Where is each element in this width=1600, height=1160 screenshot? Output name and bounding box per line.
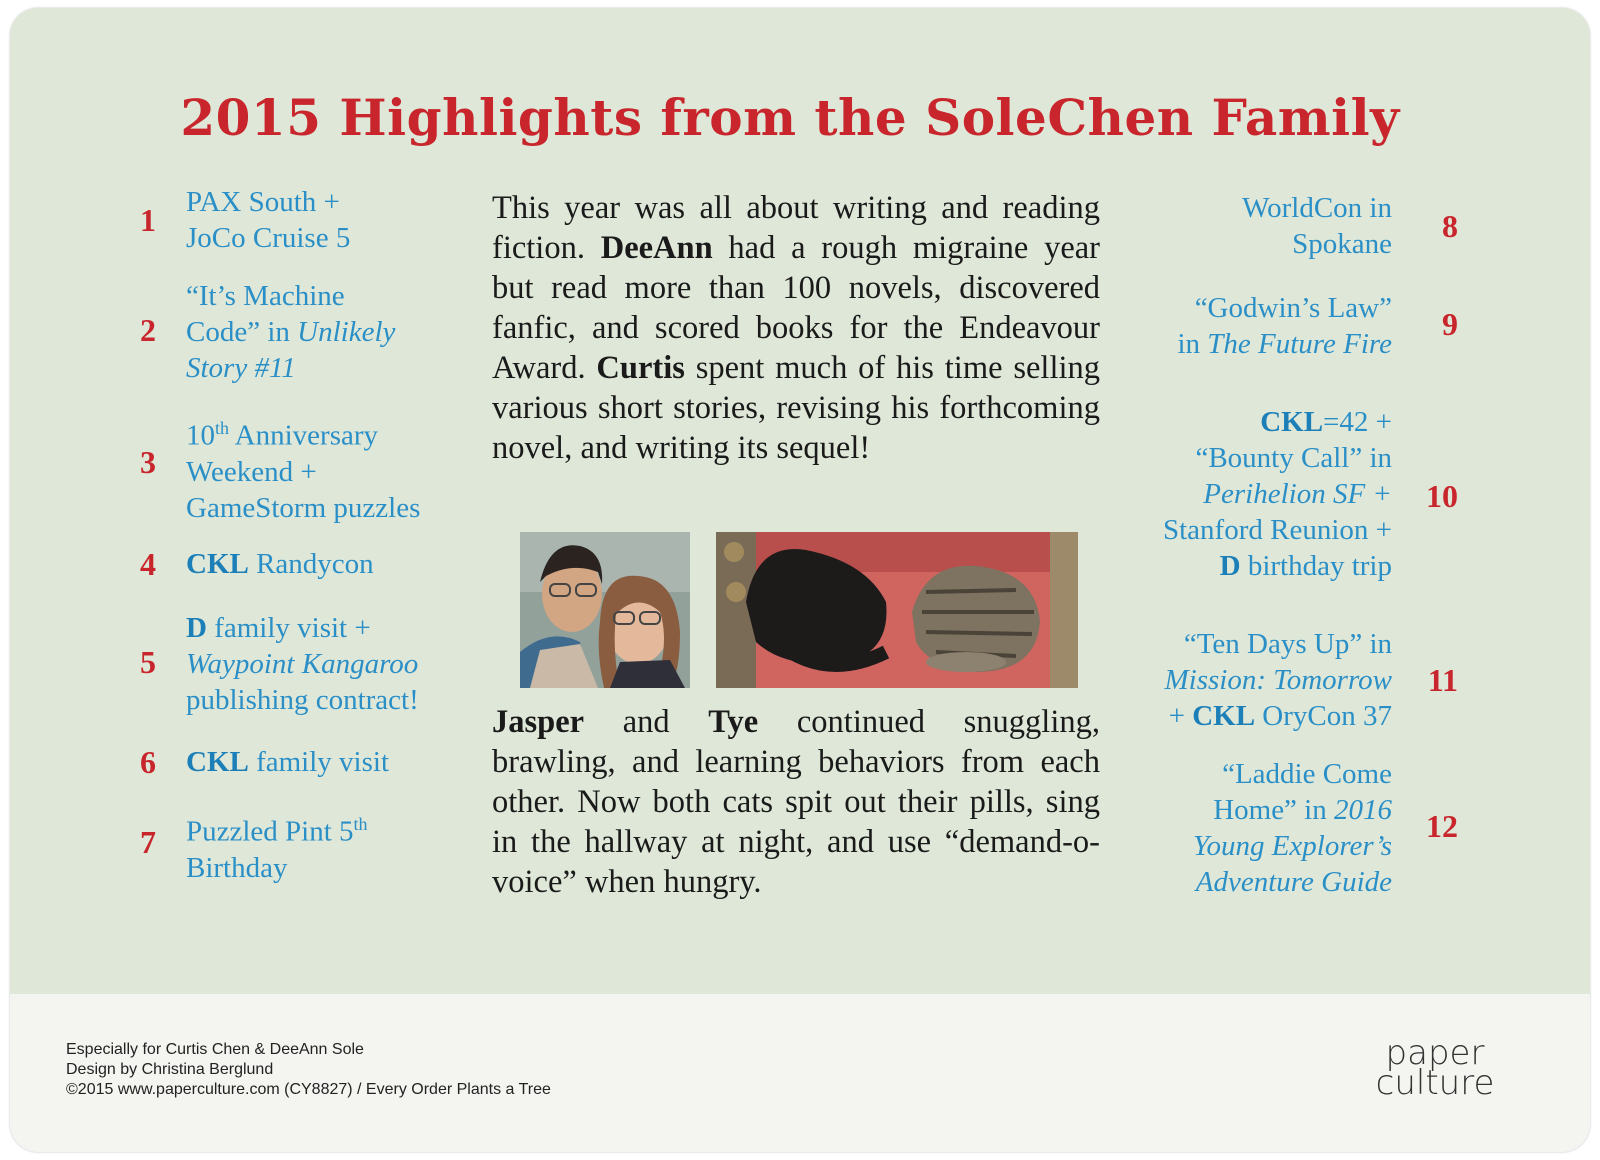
highlight-1 xyxy=(186,184,350,256)
highlight-number-2: 2 xyxy=(140,312,156,348)
highlight-2 xyxy=(186,278,395,386)
highlight-10-text: =42 + xyxy=(1323,406,1392,438)
highlight-8-line-1: WorldCon in xyxy=(1242,192,1392,224)
cats-photo-image xyxy=(716,532,1078,688)
highlight-number-8: 8 xyxy=(1442,208,1458,244)
highlight-7-sup: th xyxy=(353,814,368,834)
highlight-number-1: 1 xyxy=(140,202,156,238)
cats-photo xyxy=(716,532,1078,688)
paper-culture-logo xyxy=(1360,1033,1510,1103)
highlight-10-line-2: “Bounty Call” in xyxy=(1195,442,1392,474)
highlight-9 xyxy=(1080,290,1392,362)
highlight-7 xyxy=(186,806,368,886)
highlight-number-3: 3 xyxy=(140,444,156,480)
highlight-8-line-2: Spokane xyxy=(1292,228,1392,260)
couple-photo xyxy=(520,532,690,688)
highlight-12-line-3: Young Explorer’s xyxy=(1192,830,1392,862)
highlight-3-word: Anniversary xyxy=(229,419,379,452)
highlight-10-line-1 xyxy=(1080,404,1392,440)
highlight-10-line-4: Stanford Reunion + xyxy=(1163,514,1392,546)
highlight-number-11: 11 xyxy=(1427,662,1458,698)
highlight-number-7: 7 xyxy=(140,824,156,860)
highlight-3-sup: th xyxy=(215,418,230,438)
highlight-5 xyxy=(186,610,419,718)
highlight-12-italic: 2016 xyxy=(1334,794,1392,826)
footer-line-3: ©2015 www.paperculture.com (CY8827) / Every Order Plants a Tree xyxy=(66,1081,551,1098)
highlight-4-bold: CKL xyxy=(186,548,249,580)
highlight-5-bold: D xyxy=(186,612,207,644)
highlight-12 xyxy=(1080,756,1392,900)
highlight-1-line-1: PAX South + xyxy=(186,186,340,218)
highlight-1-line-2: JoCo Cruise 5 xyxy=(186,222,351,254)
highlight-5-line-2: Waypoint Kangaroo xyxy=(186,648,419,680)
paragraph-writing-text-3: spent much of his time selling various short stories, revising his forthcoming novel, and writing its sequel! xyxy=(492,350,1100,466)
highlight-3-line-1 xyxy=(186,410,420,454)
logo-line-2: culture xyxy=(1375,1063,1495,1103)
highlight-6-text: family visit xyxy=(248,746,390,778)
highlight-number-6: 6 xyxy=(140,744,156,780)
highlight-11-line-1: “Ten Days Up” in xyxy=(1183,628,1392,660)
footer-credits xyxy=(66,1040,551,1100)
highlight-12-line-2 xyxy=(1080,792,1392,828)
highlight-9-line-2 xyxy=(1080,326,1392,362)
paragraph-cats-text-1: and xyxy=(584,704,709,740)
highlight-number-4: 4 xyxy=(140,546,156,582)
highlight-2-line-1: “It’s Machine xyxy=(186,280,345,312)
paragraph-writing-text-1: This year was all about writing and reading fiction. xyxy=(492,190,1100,266)
highlight-8 xyxy=(1080,190,1392,262)
highlight-10-text-2: birthday trip xyxy=(1240,550,1392,582)
paragraph-cats-name-tye: Tye xyxy=(708,704,759,740)
highlight-9-text: in xyxy=(1177,328,1208,360)
highlight-6-bold: CKL xyxy=(186,746,249,778)
highlight-4-text: Randycon xyxy=(248,548,374,580)
highlight-3 xyxy=(186,410,420,526)
footer-line-1: Especially for Curtis Chen & DeeAnn Sole xyxy=(66,1041,364,1058)
footer-line-2: Design by Christina Berglund xyxy=(66,1061,274,1078)
card-title: 2015 Highlights from the SoleChen Family xyxy=(180,88,1400,147)
highlight-7-line-2: Birthday xyxy=(186,851,288,884)
highlight-3-ordinal: 10 xyxy=(186,419,215,452)
highlight-number-10: 10 xyxy=(1426,478,1458,514)
highlight-10-line-3: Perihelion SF + xyxy=(1203,478,1392,510)
paragraph-cats-name-jasper: Jasper xyxy=(492,704,585,740)
highlight-2-text: Code” in xyxy=(186,316,298,348)
highlight-3-line-2: Weekend + xyxy=(186,455,317,488)
highlight-10-bold: CKL xyxy=(1260,406,1324,438)
highlight-7-line-1 xyxy=(186,806,368,850)
couple-photo-image xyxy=(520,532,690,688)
paragraph-writing-name-deeann: DeeAnn xyxy=(600,230,713,266)
highlight-12-text: Home” in xyxy=(1213,794,1334,826)
logo-line-1: paper xyxy=(1385,1033,1485,1073)
highlight-3-line-3: GameStorm puzzles xyxy=(186,491,421,524)
highlight-11 xyxy=(1080,626,1392,734)
paragraph-writing xyxy=(492,188,1100,468)
highlight-number-5: 5 xyxy=(140,644,156,680)
highlight-11-bold: CKL xyxy=(1192,700,1256,732)
highlight-2-italic: Unlikely xyxy=(297,316,396,348)
paragraph-cats-text-2: continued snuggling, brawling, and learning behaviors from each other. Now both cats spit out their pills, sing in the hallway at night, and use “demand-o-voice” when hungry. xyxy=(492,704,1100,900)
highlight-number-9: 9 xyxy=(1442,306,1458,342)
paragraph-writing-text-2: had a rough migraine year but read more than 100 novels, discovered fanfic, and scored books for the Endeavour Award. xyxy=(492,230,1101,386)
highlight-2-line-2 xyxy=(186,314,395,350)
highlight-11-line-2: Mission: Tomorrow xyxy=(1164,664,1392,696)
highlight-7-text: Puzzled Pint 5 xyxy=(186,815,354,848)
highlight-12-line-1: “Laddie Come xyxy=(1222,758,1392,790)
highlight-9-line-1: “Godwin’s Law” xyxy=(1194,292,1392,324)
highlight-10-bold-2: D xyxy=(1219,550,1241,582)
highlight-6 xyxy=(186,744,389,780)
paragraph-cats xyxy=(492,702,1100,902)
highlight-11-text: OryCon 37 xyxy=(1255,700,1392,732)
highlight-9-italic: The Future Fire xyxy=(1207,328,1392,360)
highlight-10 xyxy=(1080,404,1392,584)
highlight-10-line-5 xyxy=(1080,548,1392,584)
highlight-11-plus: + xyxy=(1168,700,1193,732)
highlight-12-line-4: Adventure Guide xyxy=(1195,866,1392,898)
highlight-5-line-1 xyxy=(186,610,419,646)
highlight-2-line-3: Story #11 xyxy=(186,352,296,384)
highlight-4 xyxy=(186,546,374,582)
paragraph-writing-name-curtis: Curtis xyxy=(596,350,685,386)
highlight-number-12: 12 xyxy=(1426,808,1458,844)
highlight-11-line-3 xyxy=(1080,698,1392,734)
highlight-5-line-3: publishing contract! xyxy=(186,684,419,716)
highlight-5-text: family visit + xyxy=(206,612,371,644)
